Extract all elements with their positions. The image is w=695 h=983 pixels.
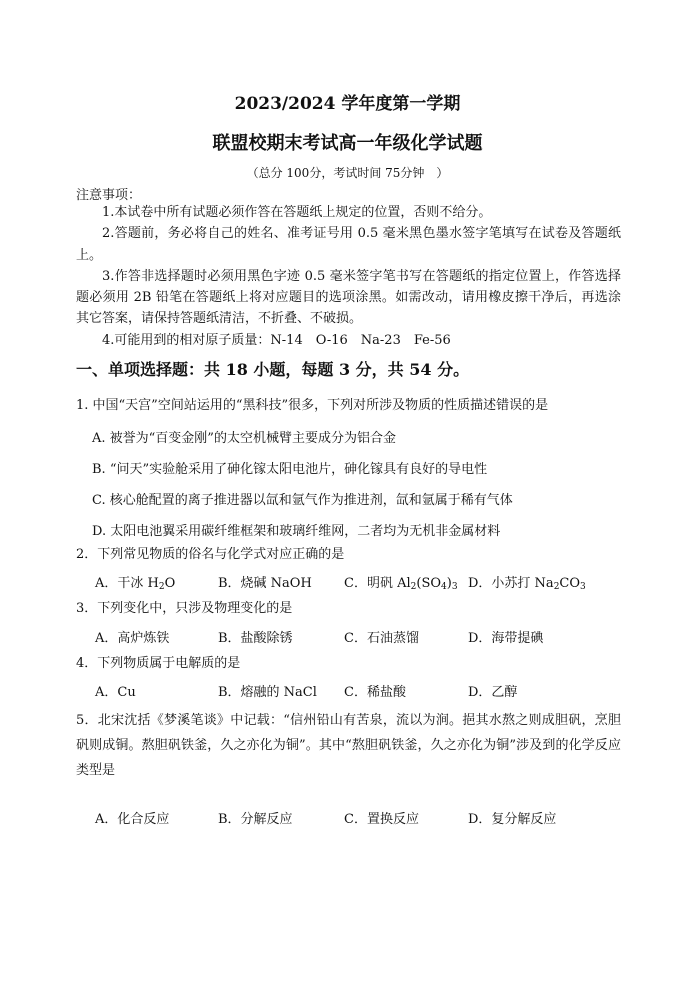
question-4-option-d: D．乙醇 <box>468 685 518 700</box>
question-2-option-a: A．干冰 $H_2O$ <box>95 576 176 592</box>
question-1-option-b: B. “问天”实验舱采用了砷化镓太阳电池片，砷化镓具有良好的导电性 <box>92 462 488 477</box>
question-2-stem: 2．下列常见物质的俗名与化学式对应正确的是 <box>76 547 345 562</box>
notes-heading: 注意事项： <box>76 188 142 203</box>
question-5-option-d: D．复分解反应 <box>468 812 557 827</box>
question-2-option-c: C．明矾 $Al_2(SO_4)_3$ <box>344 576 458 592</box>
question-5-option-c: C．置换反应 <box>344 812 419 827</box>
question-5-stem: 5．北宋沈括《梦溪笔谈》中记载：“信州铅山有苦泉，流以为涧。挹其水熬之则成胆矾，烹胆矾则成铜。熬胆矾铁釜，久之亦化为铜”。其中“熬胆矾铁釜，久之亦化为铜”涉及到的化学反应类型是 <box>76 713 621 778</box>
question-3-option-c: C．石油蒸馏 <box>344 631 419 646</box>
notes-list <box>76 202 621 351</box>
question-1-option-a: A. 被誉为“百变金刚”的太空机械臂主要成分为铝合金 <box>92 431 396 446</box>
exam-title-line1: 2023/2024 学年度第一学期 <box>234 94 461 114</box>
question-1-stem: 1. 中国“天宫”空间站运用的“黑科技”很多，下列对所涉及物质的性质描述错误的是 <box>76 398 549 413</box>
note-item: 3.作答非选择题时必须用黑色字迹 0.5 毫米签字笔书写在答题纸的指定位置上，作答选择题必须用 2B 铅笔在答题纸上将对应题目的选项涂黑。如需改动，请用橡皮擦干净后，再选涂其它答案，请保持答题纸清洁，不折叠、不破损。 <box>76 268 621 327</box>
question-3-option-a: A．高炉炼铁 <box>95 631 170 646</box>
question-4-option-b: B．熔融的 NaCl <box>218 685 317 700</box>
question-2-option-b: B．烧碱 NaOH <box>218 576 312 591</box>
note-item: 4.可能用到的相对原子质量：N-14 O-16 Na-23 Fe-56 <box>102 332 451 348</box>
question-3-option-b: B．盐酸除锈 <box>218 631 293 646</box>
question-2-option-d: D．小苏打 $Na_2CO_3$ <box>468 576 586 592</box>
question-1-option-d: D. 太阳电池翼采用碳纤维框架和玻璃纤维网，二者均为无机非金属材料 <box>92 524 501 539</box>
question-3-option-d: D．海带提碘 <box>468 631 544 646</box>
question-4-option-a: A．Cu <box>95 685 136 700</box>
question-4-stem: 4．下列物质属于电解质的是 <box>76 656 241 671</box>
exam-title-line2: 联盟校期末考试高一年级化学试题 <box>212 133 483 154</box>
question-1-option-c: C. 核心舱配置的离子推进器以氙和氩气作为推进剂，氙和氩属于稀有气体 <box>92 493 513 508</box>
question-3-stem: 3．下列变化中，只涉及物理变化的是 <box>76 601 293 616</box>
note-item: 1.本试卷中所有试题必须作答在答题纸上规定的位置，否则不给分。 <box>102 205 492 220</box>
question-4-option-c: C．稀盐酸 <box>344 685 406 700</box>
exam-subtitle: （总分 100分，考试时间 75分钟 ） <box>246 166 449 180</box>
question-5-option-a: A．化合反应 <box>95 812 170 827</box>
question-5-option-b: B．分解反应 <box>218 812 293 827</box>
section-heading: 一、单项选择题：共 18 小题，每题 3 分，共 54 分。 <box>76 360 470 379</box>
note-item: 2.答题前，务必将自己的姓名、准考证号用 0.5 毫米黑色墨水签字笔填写在试卷及答题纸上。 <box>76 226 621 263</box>
